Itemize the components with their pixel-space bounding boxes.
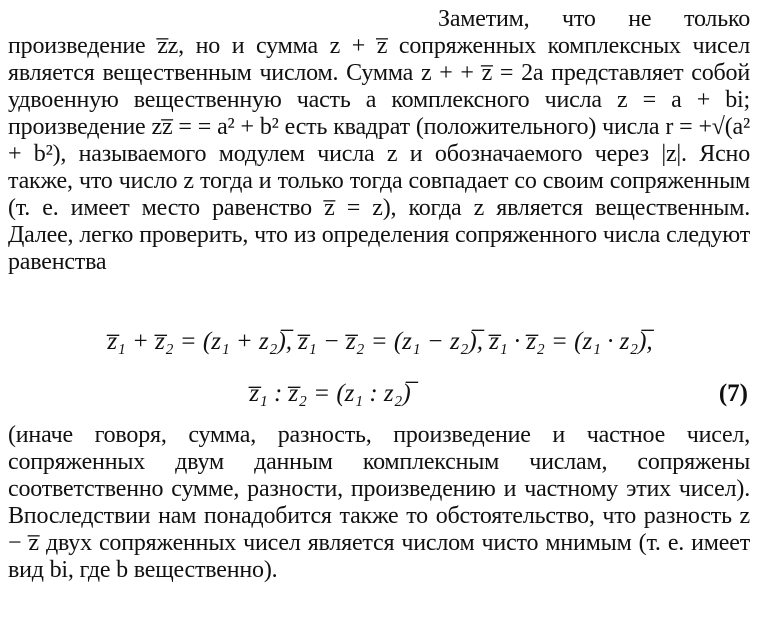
paragraph-explanation: (иначе говоря, сумма, разность, произведение и частное чисел, сопряженных двум данным комплексным числам, сопряжены соответственно сумме, разности, произведению и частному этих чисел). Впоследствии нам понадобится также то обстоятельство, что разность z − z̅ двух сопряженных чисел является числом чисто мнимым (т. е. имеет вид bi, где b вещественно). (8, 422, 750, 583)
equation-number: (7) (718, 380, 748, 407)
formula-conjugate-quotient: z̅₁ : z̅₂ = (z₁ : z₂)̅ (249, 380, 411, 407)
paragraph-conjugate-sum-product: Заметим, что не только произведение z̅z, но и сумма z + z̅ сопряженных комплексных чисел является вещественным числом. Сумма z + + z̅ = 2a представляет собой удвоенную вещественную часть a комплексного числа z = a + bi; произведение zz̅ = = a² + b² есть квадрат (положительного) числа r = +√(a² + b²), называемого модулем числа z и обозначаемого через |z|. Ясно также, что число z тогда и только тогда совпадает со своим сопряженным (т. е. имеет место равенство z̅ = z), когда z является вещественным. Далее, легко проверить, что из определения сопряженного числа следуют равенства (8, 6, 750, 275)
formula-conjugate-operations: z̅₁ + z̅₂ = (z₁ + z₂)̅, z̅₁ − z̅₂ = (z₁ − z₂)̅, z̅₁ · z̅₂ = (z₁ · z₂)̅, (107, 328, 653, 355)
